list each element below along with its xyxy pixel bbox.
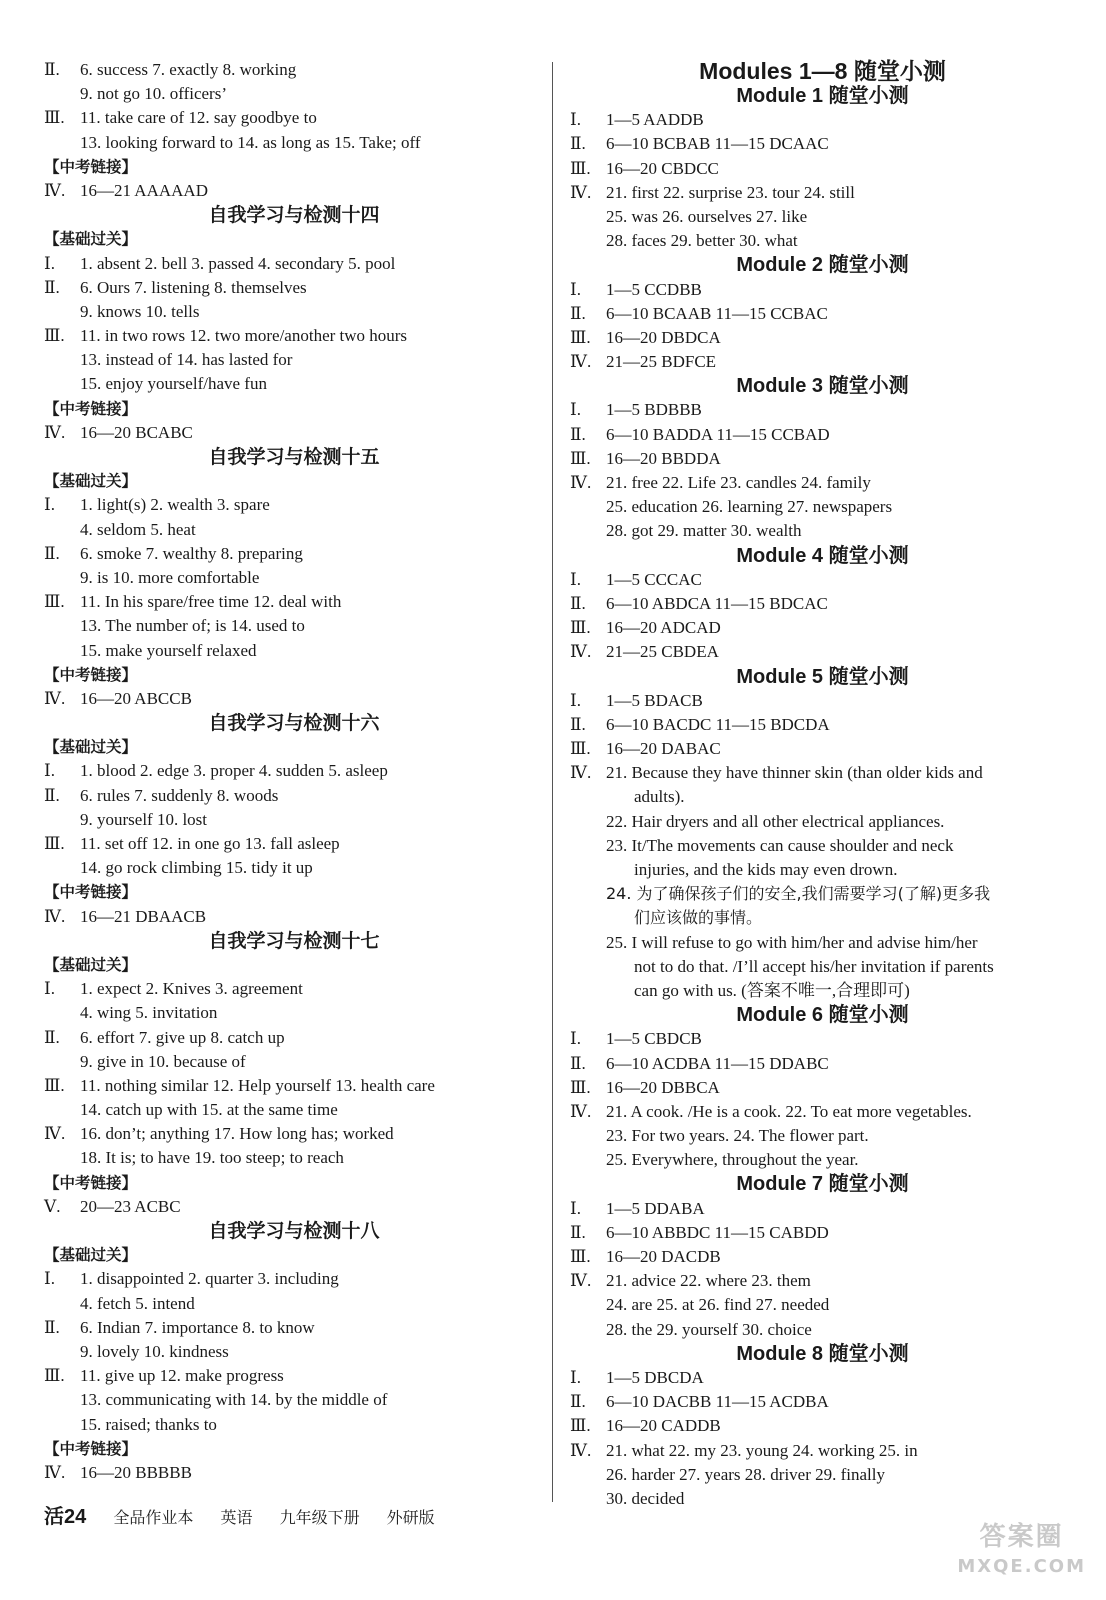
answer-continuation: 23. It/The movements can cause shoulder and neck (606, 835, 954, 855)
module-heading: Module 3 随堂小测 (736, 375, 909, 398)
roman-numeral: Ⅳ. (570, 352, 592, 372)
roman-numeral: Ⅲ. (570, 448, 591, 468)
answer-continuation: 13. communicating with 14. by the middle of (80, 1390, 388, 1410)
answer-row (570, 1100, 1075, 1124)
answer-row (570, 592, 1075, 616)
right-column (570, 58, 1075, 1511)
answer-text: 1. disappointed 2. quarter 3. including (80, 1269, 339, 1289)
answer-text: 16—21 DBAACB (80, 906, 207, 926)
answer-text: 6. Indian 7. importance 8. to know (80, 1317, 315, 1337)
answer-row (570, 1439, 1075, 1463)
roman-numeral: Ⅳ. (44, 906, 66, 926)
answer-text: 16—20 DBBCA (606, 1077, 720, 1097)
answer-continuation: 25. education 26. learning 27. newspapers (606, 497, 893, 517)
answer-continuation: 18. It is; to have 19. too steep; to reach (80, 1148, 344, 1168)
section-heading: 自我学习与检测十七 (208, 929, 380, 952)
roman-numeral: Ⅱ. (570, 1222, 586, 1242)
roman-numeral: Ⅲ. (570, 158, 591, 178)
answer-text: 16—20 BBBBB (80, 1462, 192, 1482)
answer-row (570, 1052, 1075, 1076)
subsection-tag: 【中考链接】 (44, 157, 138, 176)
roman-numeral: Ⅱ. (44, 785, 60, 805)
answer-row (570, 1269, 1075, 1293)
roman-numeral: Ⅴ. (44, 1196, 61, 1216)
subsection-tag: 【基础过关】 (44, 738, 138, 757)
answer-row (570, 471, 1075, 495)
answer-row (570, 181, 1075, 205)
answer-text: 6. rules 7. suddenly 8. woods (80, 785, 279, 805)
answer-text: 6—10 BCBAB 11—15 DCAAC (606, 134, 829, 154)
answer-row (570, 326, 1075, 350)
answer-text: 1. expect 2. Knives 3. agreement (80, 979, 303, 999)
answer-continuation: 25. was 26. ourselves 27. like (606, 206, 808, 226)
answer-row (570, 689, 1075, 713)
answer-text: 16—20 CBDCC (606, 158, 719, 178)
answer-row (570, 713, 1075, 737)
module-heading: Module 5 随堂小测 (736, 665, 909, 688)
roman-numeral: Ⅰ. (44, 253, 55, 273)
answer-row (570, 1197, 1075, 1221)
answer-continuation: 9. knows 10. tells (80, 301, 200, 321)
answer-text: 1—5 BDBBB (606, 400, 702, 420)
roman-numeral: Ⅳ. (570, 182, 592, 202)
answer-row (570, 350, 1075, 374)
answer-continuation: 25. Everywhere, throughout the year. (606, 1150, 859, 1170)
answer-row (570, 1245, 1075, 1269)
answer-text: 16—20 ADCAD (606, 618, 721, 638)
roman-numeral: Ⅰ. (44, 761, 55, 781)
module-heading: Module 6 随堂小测 (736, 1004, 909, 1027)
module-heading: Module 1 随堂小测 (736, 85, 909, 107)
section-heading: 自我学习与检测十八 (208, 1220, 380, 1242)
answer-row (44, 687, 544, 711)
page-number: 活24 (44, 1506, 87, 1528)
answer-continuation: 13. instead of 14. has lasted for (80, 350, 293, 370)
answer-continuation: 9. yourself 10. lost (80, 809, 208, 829)
subject: 英语 (220, 1508, 253, 1527)
roman-numeral: Ⅲ. (44, 326, 65, 346)
answer-text: 16—20 BBDDA (606, 448, 721, 468)
answer-row (44, 58, 544, 82)
answer-row (570, 447, 1075, 471)
answer-text: 1. light(s) 2. wealth 3. spare (80, 495, 270, 515)
answer-text: 6—10 BCAAB 11—15 CCBAC (606, 303, 828, 323)
roman-numeral: Ⅲ. (44, 108, 65, 128)
roman-numeral: Ⅰ. (570, 1198, 581, 1218)
subsection-tag: 【基础过关】 (44, 230, 138, 249)
roman-numeral: Ⅱ. (44, 1317, 60, 1337)
answer-text: 20—23 ACBC (80, 1196, 181, 1216)
answer-row (44, 1122, 544, 1146)
subsection-tag: 【基础过关】 (44, 1246, 138, 1265)
answer-row (44, 542, 544, 566)
answer-text: 1—5 DDABA (606, 1198, 705, 1218)
answer-row (44, 784, 544, 808)
answer-text: 16—20 DABAC (606, 739, 721, 759)
answer-row (44, 493, 544, 517)
roman-numeral: Ⅳ. (44, 1462, 66, 1482)
roman-numeral: Ⅰ. (570, 279, 581, 299)
answer-row (44, 1026, 544, 1050)
answer-continuation: 14. catch up with 15. at the same time (80, 1100, 338, 1120)
roman-numeral: Ⅲ. (570, 1247, 591, 1266)
roman-numeral: Ⅱ. (570, 424, 586, 444)
page-title: Modules 1—8 随堂小测 (699, 58, 946, 84)
answer-continuation: 13. The number of; is 14. used to (80, 616, 305, 636)
roman-numeral: Ⅳ. (570, 763, 592, 783)
answer-continuation: 9. is 10. more comfortable (80, 567, 260, 587)
answer-row (570, 423, 1075, 447)
answer-row (44, 759, 544, 783)
roman-numeral: Ⅱ. (44, 543, 60, 563)
section-heading: 自我学习与检测十六 (208, 712, 380, 735)
answer-text: 11. In his spare/free time 12. deal with (80, 592, 342, 612)
answer-continuation: 28. got 29. matter 30. wealth (606, 521, 802, 541)
roman-numeral: Ⅱ. (570, 714, 586, 734)
answer-row (44, 1316, 544, 1340)
roman-numeral: Ⅰ. (570, 400, 581, 420)
column-divider (552, 62, 553, 1502)
answer-row (570, 132, 1075, 156)
answer-continuation: 30. decided (606, 1488, 685, 1508)
answer-continuation: 4. seldom 5. heat (80, 519, 196, 539)
answer-continuation: 23. For two years. 24. The flower part. (606, 1126, 869, 1146)
section-heading: 自我学习与检测十五 (208, 446, 380, 468)
roman-numeral: Ⅲ. (570, 1416, 591, 1436)
answer-continuation: 28. the 29. yourself 30. choice (606, 1319, 812, 1339)
roman-numeral: Ⅳ. (44, 1124, 66, 1144)
answer-text: 21. free 22. Life 23. candles 24. family (606, 473, 871, 492)
subsection-tag: 【基础过关】 (44, 955, 138, 974)
roman-numeral: Ⅰ. (570, 110, 581, 130)
answer-text: 16—20 DACDB (606, 1247, 721, 1266)
answer-row (44, 252, 544, 276)
page-footer (44, 1502, 457, 1532)
answer-continuation: 24. are 25. at 26. find 27. needed (606, 1295, 830, 1315)
roman-numeral: Ⅳ. (570, 1440, 592, 1460)
answer-row (570, 302, 1075, 326)
roman-numeral: Ⅱ. (570, 1053, 586, 1073)
answer-text: 16. don’t; anything 17. How long has; worked (80, 1124, 394, 1144)
answer-row (44, 421, 544, 445)
subsection-tag: 【中考链接】 (44, 665, 138, 684)
roman-numeral: Ⅰ. (44, 1269, 55, 1289)
roman-numeral: Ⅲ. (570, 739, 591, 759)
module-heading: Module 4 随堂小测 (736, 544, 909, 567)
edition: 外研版 (386, 1508, 435, 1527)
answer-continuation: 15. enjoy yourself/have fun (80, 374, 267, 394)
answer-text: 1—5 DBCDA (606, 1367, 704, 1387)
module-heading: Module 2 随堂小测 (736, 254, 909, 277)
answer-row (570, 278, 1075, 302)
answer-text: 21. Because they have thinner skin (than older kids and (606, 763, 983, 783)
answer-row (44, 324, 544, 348)
answer-text: 6—10 BACDC 11—15 BDCDA (606, 714, 830, 734)
roman-numeral: Ⅰ. (570, 569, 581, 589)
answer-text: 6—10 ABBDC 11—15 CABDD (606, 1222, 829, 1242)
answer-text: 21—25 BDFCE (606, 352, 717, 372)
roman-numeral: Ⅱ. (44, 60, 60, 79)
answer-continuation: 4. fetch 5. intend (80, 1293, 195, 1313)
answer-text: 16—20 DBDCA (606, 327, 721, 347)
subsection-tag: 【中考链接】 (44, 883, 138, 902)
answer-row (570, 737, 1075, 761)
answer-row (44, 977, 544, 1001)
answer-text: 16—21 AAAAAD (80, 180, 208, 200)
roman-numeral: Ⅲ. (570, 1077, 591, 1097)
answer-text: 21. first 22. surprise 23. tour 24. still (606, 182, 855, 202)
answer-row (44, 905, 544, 929)
answer-row (570, 1027, 1075, 1051)
answer-row (570, 1390, 1075, 1414)
answer-text: 11. give up 12. make progress (80, 1366, 284, 1386)
answer-row (44, 1074, 544, 1098)
section-heading: 自我学习与检测十四 (208, 204, 380, 227)
answer-text: 6. effort 7. give up 8. catch up (80, 1027, 285, 1047)
roman-numeral: Ⅰ. (570, 1367, 581, 1387)
answer-text: 1. blood 2. edge 3. proper 4. sudden 5. asleep (80, 761, 388, 781)
roman-numeral: Ⅰ. (44, 979, 55, 999)
roman-numeral: Ⅱ. (570, 134, 586, 154)
answer-text: 1—5 CCCAC (606, 569, 702, 589)
roman-numeral: Ⅰ. (44, 495, 55, 515)
roman-numeral: Ⅱ. (44, 277, 60, 297)
answer-text: 6—10 BADDA 11—15 CCBAD (606, 424, 830, 444)
answer-text: 21—25 CBDEA (606, 642, 719, 662)
answer-wrapped-line: can go with us. (答案不唯一,合理即可) (634, 980, 910, 1000)
answer-continuation: 9. give in 10. because of (80, 1051, 246, 1071)
answer-row (570, 640, 1075, 664)
answer-wrapped-line: injuries, and the kids may even drown. (634, 860, 898, 879)
answer-row (44, 179, 544, 203)
answer-row (570, 616, 1075, 640)
answer-row (44, 1461, 544, 1485)
subsection-tag: 【基础过关】 (44, 472, 138, 491)
answer-wrapped-line: adults). (634, 787, 685, 807)
answer-text: 1—5 CCDBB (606, 279, 702, 299)
answer-row (44, 276, 544, 300)
answer-text: 6. Ours 7. listening 8. themselves (80, 277, 307, 297)
roman-numeral: Ⅳ. (44, 180, 66, 200)
watermark-url: MXQE.COM (957, 1556, 1086, 1577)
answer-text: 16—20 CADDB (606, 1416, 721, 1436)
answer-text: 6. smoke 7. wealthy 8. preparing (80, 543, 303, 563)
answer-text: 16—20 BCABC (80, 422, 193, 442)
roman-numeral: Ⅳ. (44, 688, 66, 708)
answer-continuation: 4. wing 5. invitation (80, 1003, 218, 1023)
book-series: 全品作业本 (113, 1508, 194, 1527)
answer-row (44, 1364, 544, 1388)
answer-continuation: 26. harder 27. years 28. driver 29. finally (606, 1464, 885, 1484)
module-heading: Module 8 随堂小测 (736, 1342, 909, 1365)
answer-row (44, 832, 544, 856)
answer-row (570, 1076, 1075, 1100)
answer-continuation: 22. Hair dryers and all other electrical appliances. (606, 811, 945, 831)
answer-text: 6. success 7. exactly 8. working (80, 60, 297, 79)
watermark (957, 1522, 1086, 1582)
answer-text: 11. set off 12. in one go 13. fall asleep (80, 834, 340, 853)
roman-numeral: Ⅱ. (44, 1027, 60, 1047)
answer-row (570, 1366, 1075, 1390)
answer-row (570, 1221, 1075, 1245)
answer-text: 11. in two rows 12. two more/another two hours (80, 326, 408, 346)
answer-row (570, 157, 1075, 181)
answer-text: 1. absent 2. bell 3. passed 4. secondary 5. pool (80, 253, 396, 273)
answer-continuation: 28. faces 29. better 30. what (606, 231, 798, 251)
answer-text: 6—10 ABDCA 11—15 BDCAC (606, 593, 828, 613)
answer-continuation: 13. looking forward to 14. as long as 15. Take; off (80, 132, 421, 152)
roman-numeral: Ⅳ. (570, 642, 592, 662)
answer-row (570, 761, 1075, 785)
answer-row (570, 108, 1075, 132)
answer-text: 16—20 ABCCB (80, 688, 192, 708)
answer-text: 21. A cook. /He is a cook. 22. To eat more vegetables. (606, 1101, 972, 1121)
roman-numeral: Ⅱ. (570, 303, 586, 323)
subsection-tag: 【中考链接】 (44, 399, 138, 418)
answer-continuation: 15. make yourself relaxed (80, 640, 257, 660)
left-column (44, 58, 544, 1485)
answer-continuation: 25. I will refuse to go with him/her and advise him/her (606, 932, 978, 952)
answer-row (44, 106, 544, 130)
answer-text: 1—5 BDACB (606, 690, 703, 710)
roman-numeral: Ⅰ. (570, 1029, 581, 1049)
answer-row (570, 398, 1075, 422)
answer-text: 21. what 22. my 23. young 24. working 25. in (606, 1440, 918, 1460)
answer-continuation: 9. not go 10. officers’ (80, 84, 227, 104)
roman-numeral: Ⅲ. (570, 618, 591, 638)
grade: 九年级下册 (279, 1508, 360, 1527)
subsection-tag: 【中考链接】 (44, 1173, 138, 1192)
answer-text: 6—10 ACDBA 11—15 DDABC (606, 1053, 829, 1073)
answer-continuation: 15. raised; thanks to (80, 1414, 217, 1434)
answer-continuation: 24. 为了确保孩子们的安全,我们需要学习(了解)更多我 (606, 884, 991, 904)
roman-numeral: Ⅳ. (570, 473, 592, 492)
roman-numeral: Ⅲ. (570, 327, 591, 347)
answer-wrapped-line: 们应该做的事情。 (634, 908, 763, 928)
answer-continuation: 9. lovely 10. kindness (80, 1341, 229, 1361)
roman-numeral: Ⅰ. (570, 690, 581, 710)
roman-numeral: Ⅳ. (44, 422, 66, 442)
roman-numeral: Ⅱ. (570, 1392, 586, 1412)
answer-continuation: 14. go rock climbing 15. tidy it up (80, 858, 313, 878)
watermark-logo: 答案圈 (979, 1522, 1064, 1552)
answer-wrapped-line: not to do that. /I’ll accept his/her invitation if parents (634, 956, 994, 976)
roman-numeral: Ⅲ. (44, 592, 65, 612)
answer-row (44, 1195, 544, 1219)
roman-numeral: Ⅲ. (44, 834, 65, 853)
roman-numeral: Ⅳ. (570, 1101, 592, 1121)
answer-row (44, 1267, 544, 1291)
roman-numeral: Ⅲ. (44, 1075, 65, 1095)
subsection-tag: 【中考链接】 (44, 1439, 138, 1458)
answer-row (44, 590, 544, 614)
answer-text: 21. advice 22. where 23. them (606, 1271, 811, 1291)
answer-row (570, 568, 1075, 592)
roman-numeral: Ⅱ. (570, 593, 586, 613)
answer-text: 6—10 DACBB 11—15 ACDBA (606, 1392, 829, 1412)
answer-text: 1—5 AADDB (606, 110, 704, 130)
answer-row (570, 1414, 1075, 1438)
module-heading: Module 7 随堂小测 (736, 1173, 909, 1196)
roman-numeral: Ⅲ. (44, 1366, 65, 1386)
roman-numeral: Ⅳ. (570, 1271, 592, 1291)
answer-text: 11. nothing similar 12. Help yourself 13. health care (80, 1075, 435, 1095)
answer-text: 1—5 CBDCB (606, 1029, 702, 1049)
answer-text: 11. take care of 12. say goodbye to (80, 108, 317, 128)
